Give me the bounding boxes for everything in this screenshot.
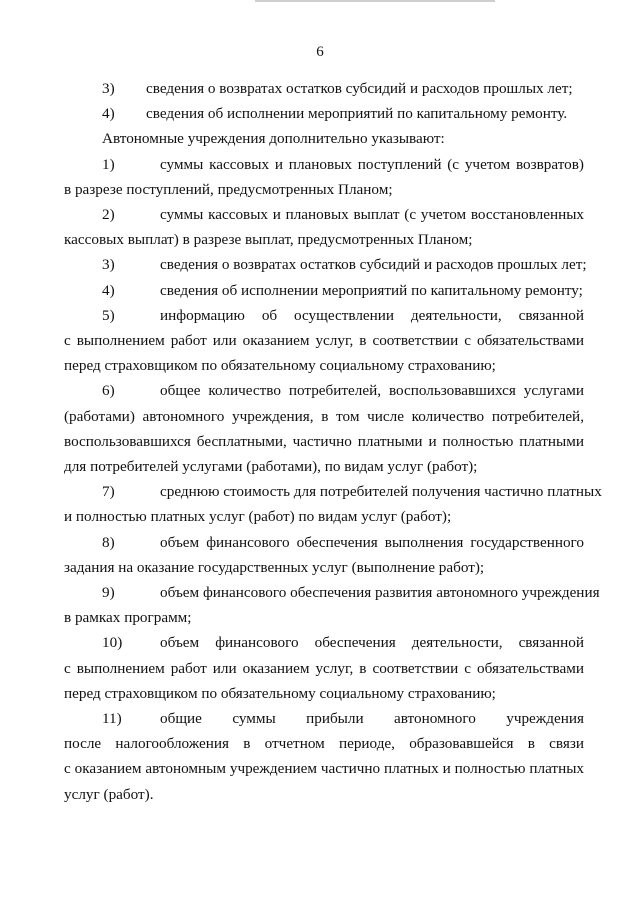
list-item-continuation: перед страховщиком по обязательному социальному страхованию; bbox=[64, 684, 496, 702]
list-item-continuation: с выполнением работ или оказанием услуг, в соответствии с обязательствами bbox=[64, 332, 584, 350]
page-number: 6 bbox=[316, 44, 324, 60]
list-item-text: среднюю стоимость для потребителей получения частично платных bbox=[160, 483, 602, 501]
list-item-line bbox=[64, 76, 584, 101]
list-item bbox=[64, 76, 584, 101]
list-item bbox=[64, 252, 587, 277]
list-item-number: 11) bbox=[102, 710, 122, 728]
list-item bbox=[64, 580, 600, 630]
list-item bbox=[64, 101, 584, 126]
list-item-line bbox=[64, 303, 584, 328]
list-item-continuation: после налогообложения в отчетном периоде, образовавшейся в связи bbox=[64, 735, 584, 753]
list-item bbox=[64, 378, 584, 479]
list-item-text: суммы кассовых и плановых выплат (с учетом восстановленных bbox=[160, 206, 584, 224]
list-item bbox=[64, 202, 584, 252]
list-item-number: 3) bbox=[102, 80, 115, 97]
list-item-number: 4) bbox=[102, 105, 115, 123]
list-item-text: общие суммы прибыли автономного учреждения bbox=[160, 710, 584, 728]
list-item-line bbox=[64, 630, 584, 655]
list-item-text: общее количество потребителей, воспользовавшихся услугами bbox=[160, 382, 584, 400]
list-item-text: информацию об осуществлении деятельности, связанной bbox=[160, 306, 584, 324]
list-item-line bbox=[64, 530, 584, 555]
document-body bbox=[64, 76, 602, 807]
list-item-text: объем финансового обеспечения развития автономного учреждения bbox=[160, 584, 600, 602]
list-item-text: объем финансового обеспечения выполнения государственного bbox=[160, 533, 584, 551]
list-item-continuation: для потребителей услугами (работами), по видам услуг (работ); bbox=[64, 458, 478, 476]
list-item-line bbox=[64, 252, 587, 277]
list-item-text: сведения о возвратах остатков субсидий и расходов прошлых лет; bbox=[146, 80, 573, 97]
list-item-text: сведения об исполнении мероприятий по капитальному ремонту; bbox=[160, 281, 583, 299]
list-item-continuation: воспользовавшихся бесплатными, частично платными и полностью платными bbox=[64, 432, 584, 450]
list-item-continuation: в рамках программ; bbox=[64, 609, 192, 627]
list-item-text: сведения об исполнении мероприятий по капитальному ремонту. bbox=[146, 105, 568, 123]
list-item-number: 6) bbox=[102, 382, 115, 400]
list-item-continuation: с выполнением работ или оказанием услуг, в соответствии с обязательствами bbox=[64, 659, 584, 677]
list-item bbox=[64, 278, 584, 303]
scan-edge-line bbox=[255, 0, 495, 2]
list-item bbox=[64, 303, 584, 379]
list-item bbox=[64, 479, 602, 529]
list-item-number: 2) bbox=[102, 206, 115, 224]
list-item-text: объем финансового обеспечения деятельности, связанной bbox=[160, 634, 584, 652]
list-item-line bbox=[64, 580, 600, 605]
list-item-number: 9) bbox=[102, 584, 115, 602]
list-item-line bbox=[64, 202, 584, 227]
list-item-number: 7) bbox=[102, 483, 115, 501]
list-item-line bbox=[64, 101, 584, 126]
list-item-continuation: (работами) автономного учреждения, в том числе количество потребителей, bbox=[64, 407, 584, 425]
list-item-number: 8) bbox=[102, 533, 115, 551]
list-item-text: суммы кассовых и плановых поступлений (с учетом возвратов) bbox=[160, 155, 584, 173]
list-item-continuation: кассовых выплат) в разрезе выплат, предусмотренных Планом; bbox=[64, 231, 473, 249]
section-intro: Автономные учреждения дополнительно указывают: bbox=[102, 130, 445, 148]
list-item-continuation: услуг (работ). bbox=[64, 785, 154, 803]
list-item-line bbox=[64, 378, 584, 403]
list-item-number: 5) bbox=[102, 306, 115, 324]
list-item-continuation: и полностью платных услуг (работ) по видам услуг (работ); bbox=[64, 508, 452, 526]
list-item-continuation: в разрезе поступлений, предусмотренных Планом; bbox=[64, 180, 393, 198]
list-item-line bbox=[64, 152, 584, 177]
list-item-number: 1) bbox=[102, 155, 115, 173]
list-item bbox=[64, 706, 584, 807]
list-item bbox=[64, 152, 584, 202]
list-item bbox=[64, 630, 584, 706]
list-item-continuation: с оказанием автономным учреждением частично платных и полностью платных bbox=[64, 760, 584, 778]
list-item-continuation: задания на оказание государственных услуг (выполнение работ); bbox=[64, 558, 485, 576]
list-item-text: сведения о возвратах остатков субсидий и расходов прошлых лет; bbox=[160, 256, 587, 274]
list-item-line bbox=[64, 278, 584, 303]
list-item-continuation: перед страховщиком по обязательному социальному страхованию; bbox=[64, 357, 496, 375]
list-item-number: 3) bbox=[102, 256, 115, 274]
list-item bbox=[64, 530, 584, 580]
list-item-number: 4) bbox=[102, 281, 115, 299]
list-item-line bbox=[64, 706, 584, 731]
list-item-number: 10) bbox=[102, 634, 123, 652]
list-item-line bbox=[64, 479, 602, 504]
